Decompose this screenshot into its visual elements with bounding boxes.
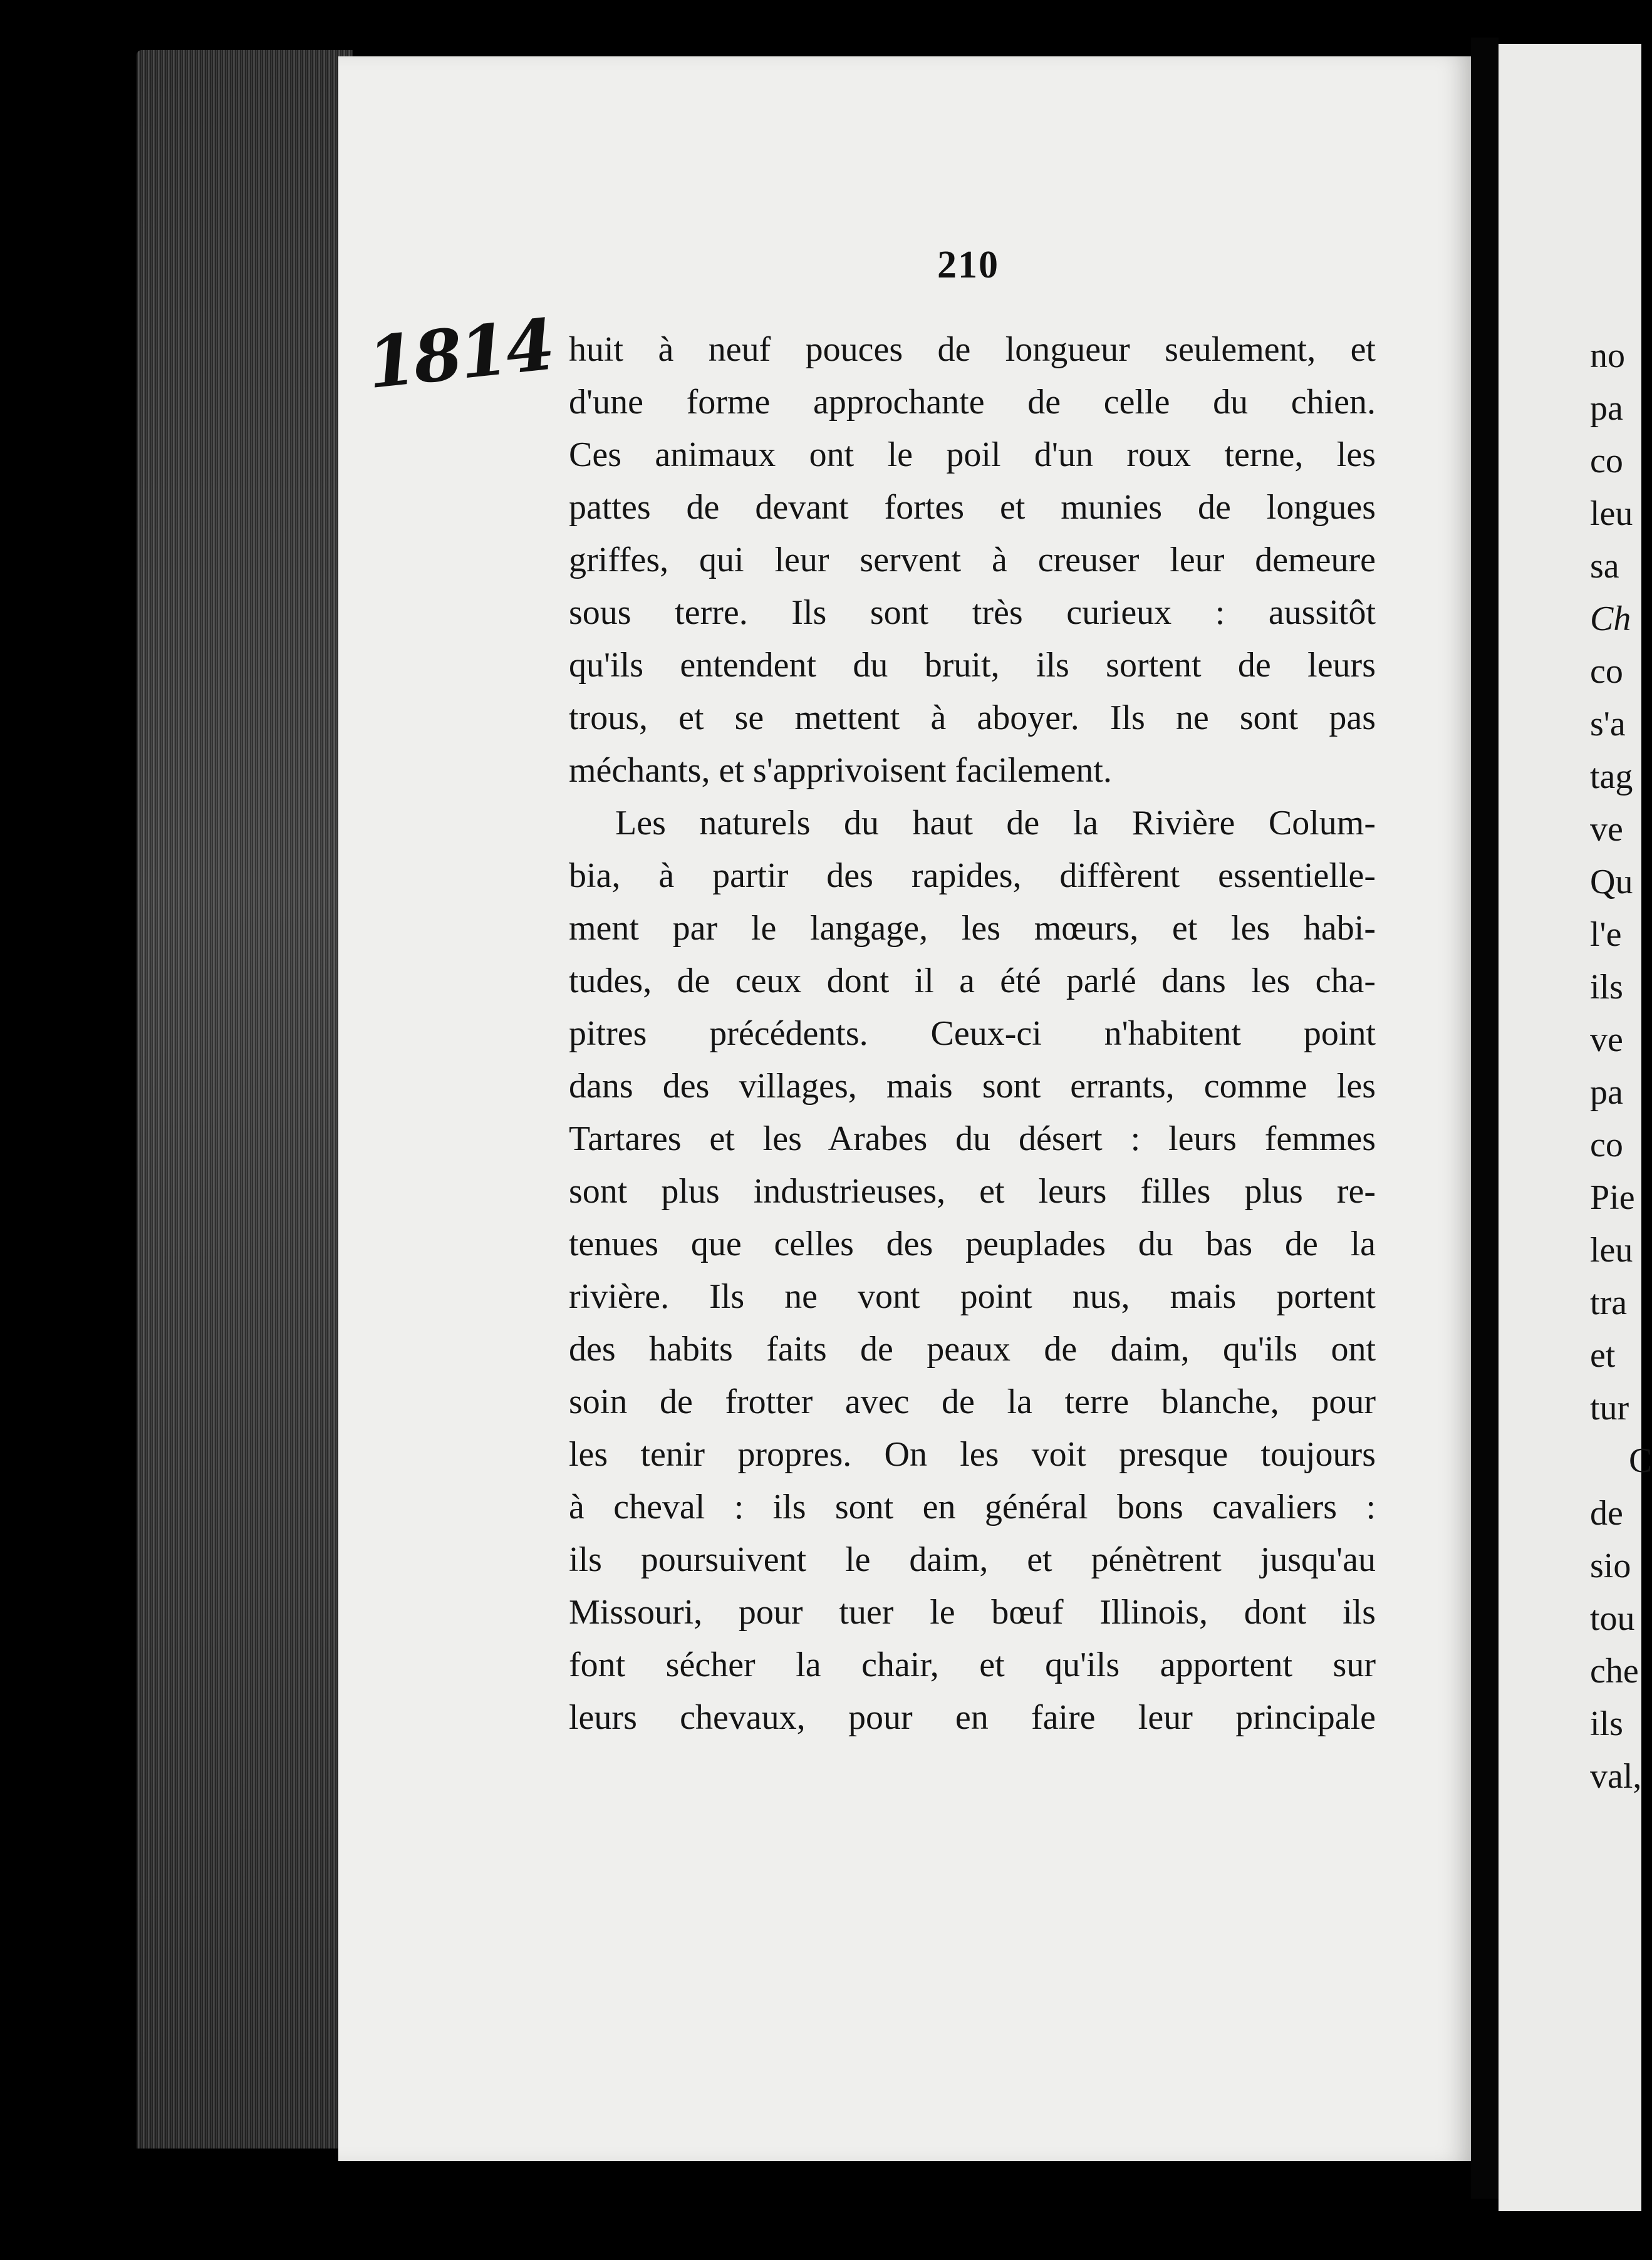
text-line: d'une forme approchante de celle du chien. [569, 383, 1376, 422]
fragment-line: sio [1590, 1547, 1631, 1585]
fragment-line: co [1590, 442, 1623, 480]
text-line: trous, et se mettent à aboyer. Ils ne sont pas [569, 698, 1376, 737]
text-line: qu'ils entendent du bruit, ils sortent de leurs [569, 646, 1376, 685]
text-line: griffes, qui leur servent à creuser leur demeure [569, 541, 1376, 579]
fragment-line: pa [1590, 1073, 1623, 1112]
text-line: ils poursuivent le daim, et pénètrent jusqu'au [569, 1540, 1376, 1579]
fragment-line: tur [1590, 1389, 1629, 1428]
book-fore-edge [137, 50, 353, 2149]
text-line: dans des villages, mais sont errants, comme les [569, 1067, 1376, 1106]
text-line: à cheval : ils sont en général bons cavaliers : [569, 1488, 1376, 1527]
fragment-line: leu [1590, 1231, 1633, 1270]
fragment-line: co [1590, 652, 1623, 691]
text-line: Missouri, pour tuer le bœuf Illinois, dont ils [569, 1593, 1376, 1632]
text-line: pitres précédents. Ceux-ci n'habitent point [569, 1014, 1376, 1053]
fragment-line: co [1590, 1126, 1623, 1164]
fragment-line: che [1590, 1652, 1639, 1691]
fragment-line: tag [1590, 757, 1633, 796]
text-line: Tartares et les Arabes du désert : leurs femmes [569, 1119, 1376, 1158]
fragment-line: ve [1590, 1020, 1623, 1059]
fragment-line: tra [1590, 1283, 1628, 1322]
handwritten-marginal-note: 1814 [363, 303, 556, 405]
fragment-line: ils [1590, 1704, 1623, 1743]
text-line: tudes, de ceux dont il a été parlé dans les cha- [569, 962, 1376, 1000]
fragment-line: et [1590, 1336, 1616, 1375]
text-line: sous terre. Ils sont très curieux : aussitôt [569, 593, 1376, 632]
fragment-line: pa [1590, 389, 1623, 428]
fragment-line: no [1590, 336, 1625, 375]
fragment-line: tou [1590, 1599, 1635, 1638]
text-line: méchants, et s'apprivoisent facilement. [569, 751, 1112, 790]
text-line: huit à neuf pouces de longueur seulement, et [569, 330, 1376, 369]
text-line: Ces animaux ont le poil d'un roux terne, les [569, 435, 1376, 474]
text-line: rivière. Ils ne vont point nus, mais portent [569, 1277, 1376, 1316]
text-line: les tenir propres. On les voit presque toujours [569, 1435, 1376, 1474]
fragment-line: s'a [1590, 705, 1626, 744]
fragment-line: ve [1590, 810, 1623, 849]
fragment-line: de [1590, 1494, 1623, 1533]
fragment-line: sa [1590, 547, 1619, 586]
text-line: tenues que celles des peuplades du bas de la [569, 1225, 1376, 1263]
text-line: font sécher la chair, et qu'ils apportent sur [569, 1646, 1376, 1684]
fragment-line: Pie [1590, 1178, 1635, 1217]
text-line: leurs chevaux, pour en faire leur principale [569, 1698, 1376, 1737]
text-line: des habits faits de peaux de daim, qu'ils ont [569, 1330, 1376, 1369]
paragraph-first-line: Les naturels du haut de la Rivière Colum- [615, 804, 1376, 842]
text-line: pattes de devant fortes et munies de longues [569, 488, 1376, 527]
fragment-line: l'e [1590, 915, 1622, 954]
fragment-line: val, [1590, 1757, 1642, 1796]
text-line: ment par le langage, les mœurs, et les habi- [569, 909, 1376, 948]
page-number: 210 [937, 244, 999, 286]
fragment-line: Ch [1590, 599, 1631, 638]
fragment-line: ils [1590, 968, 1623, 1007]
text-line: sont plus industrieuses, et leurs filles plus re- [569, 1172, 1376, 1211]
fragment-line: leu [1590, 494, 1633, 533]
fragment-line: C [1629, 1441, 1652, 1480]
text-line: bia, à partir des rapides, diffèrent essentielle- [569, 856, 1376, 895]
book-gutter [1471, 38, 1499, 2199]
fragment-line: Qu [1590, 863, 1633, 901]
text-line: soin de frotter avec de la terre blanche, pour [569, 1382, 1376, 1421]
